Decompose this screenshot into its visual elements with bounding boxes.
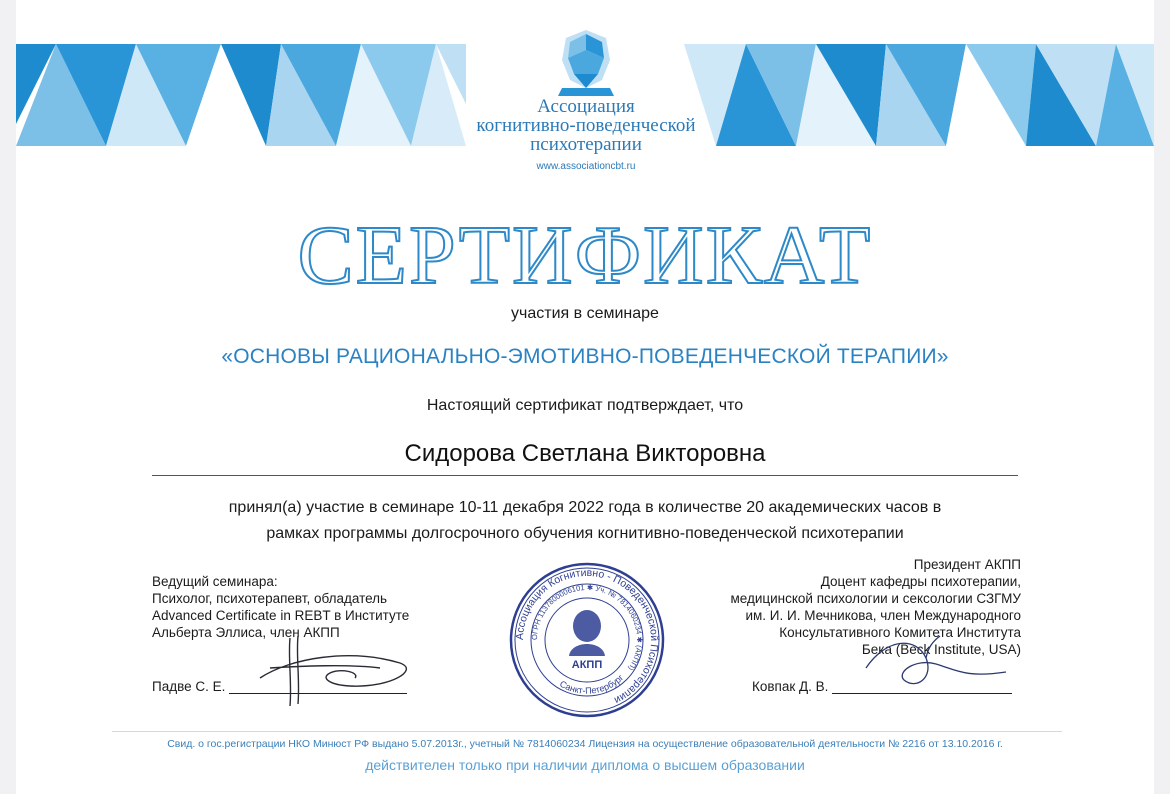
left-signatory-roles xyxy=(152,573,472,641)
right-role-line2: Доцент кафедры психотерапии, xyxy=(820,574,1021,589)
stamp-abbr: АКПП xyxy=(571,659,603,671)
left-role-line1: Ведущий семинара: xyxy=(152,574,278,589)
description xyxy=(16,495,1154,547)
left-signature-line xyxy=(152,679,407,694)
left-role-line2: Психолог, психотерапевт, обладатель xyxy=(152,591,388,606)
right-signature-underline xyxy=(832,681,1012,694)
right-signatory-name: Ковпак Д. В. xyxy=(752,679,829,694)
left-role-line4: Альберта Эллиса, член АКПП xyxy=(152,625,340,640)
stamp-portrait-icon xyxy=(569,610,605,656)
right-role-line6: Бека (Beck Institute, USA) xyxy=(861,642,1021,657)
recipient-name: Сидорова Светлана Викторовна xyxy=(404,440,766,467)
right-signature-line xyxy=(752,679,1012,694)
association-stamp xyxy=(507,560,667,720)
right-role-line3: медицинской психологии и сексологии СЗГМУ xyxy=(730,591,1021,606)
recipient-underline xyxy=(152,475,1018,476)
logo-title-line3: психотерапии xyxy=(530,134,642,155)
logo-title-line1: Ассоциация xyxy=(537,96,635,117)
left-role-line3: Advanced Certificate in REBT в Институте xyxy=(152,608,410,623)
banner-right xyxy=(684,44,1154,146)
seminar-name: «ОСНОВЫ РАЦИОНАЛЬНО-ЭМОТИВНО-ПОВЕДЕНЧЕСКОЙ ТЕРАПИИ» xyxy=(221,345,949,368)
description-line2: рамках программы долгосрочного обучения когнитивно-поведенческой психотерапии xyxy=(266,525,904,542)
certificate-sheet xyxy=(16,0,1154,794)
footer-validity: действителен только при наличии диплома о высшем образовании xyxy=(365,757,805,773)
footer-registration: Свид. о гос.регистрации НКО Минюст РФ выдано 5.07.2013г., учетный № 7814060234 Лицензия на осуществление образовательной деятельности № 2216 от 13.10.2016 г. xyxy=(167,738,1003,750)
footer-divider xyxy=(112,731,1062,732)
right-signatory-roles xyxy=(661,556,1021,658)
right-role-line5: Консультативного Комитета Института xyxy=(779,625,1021,640)
association-logo xyxy=(456,28,716,172)
certificate-subtitle: участия в семинаре xyxy=(511,305,659,322)
left-signature-underline xyxy=(229,681,407,694)
banner-left xyxy=(16,44,466,146)
certificate-title: СЕРТИФИКАТ xyxy=(297,209,873,302)
right-role-line4: им. И. И. Мечникова, член Международного xyxy=(745,608,1021,623)
description-line1: принял(а) участие в семинаре 10-11 декабря 2022 года в количестве 20 академических часов в xyxy=(228,499,942,516)
portrait-icon xyxy=(556,28,616,96)
stamp-outer-text: Ассоциация Когнитивно - Поведенческой Психотерапии xyxy=(513,566,661,707)
confirm-text: Настоящий сертификат подтверждает, что xyxy=(426,397,744,414)
stamp-city: Санкт-Петербург xyxy=(557,672,626,696)
right-role-line1: Президент АКПП xyxy=(913,557,1021,572)
stamp-inner-text: ОГРН 1137800006101 ✱ Уч. № 7814060234 ✱ (АКПП) xyxy=(529,582,645,673)
left-signatory-name: Падве С. Е. xyxy=(152,679,226,694)
logo-url: www.associationcbt.ru xyxy=(536,161,636,172)
logo-title-line2: когнитивно-поведенческой xyxy=(476,115,696,136)
